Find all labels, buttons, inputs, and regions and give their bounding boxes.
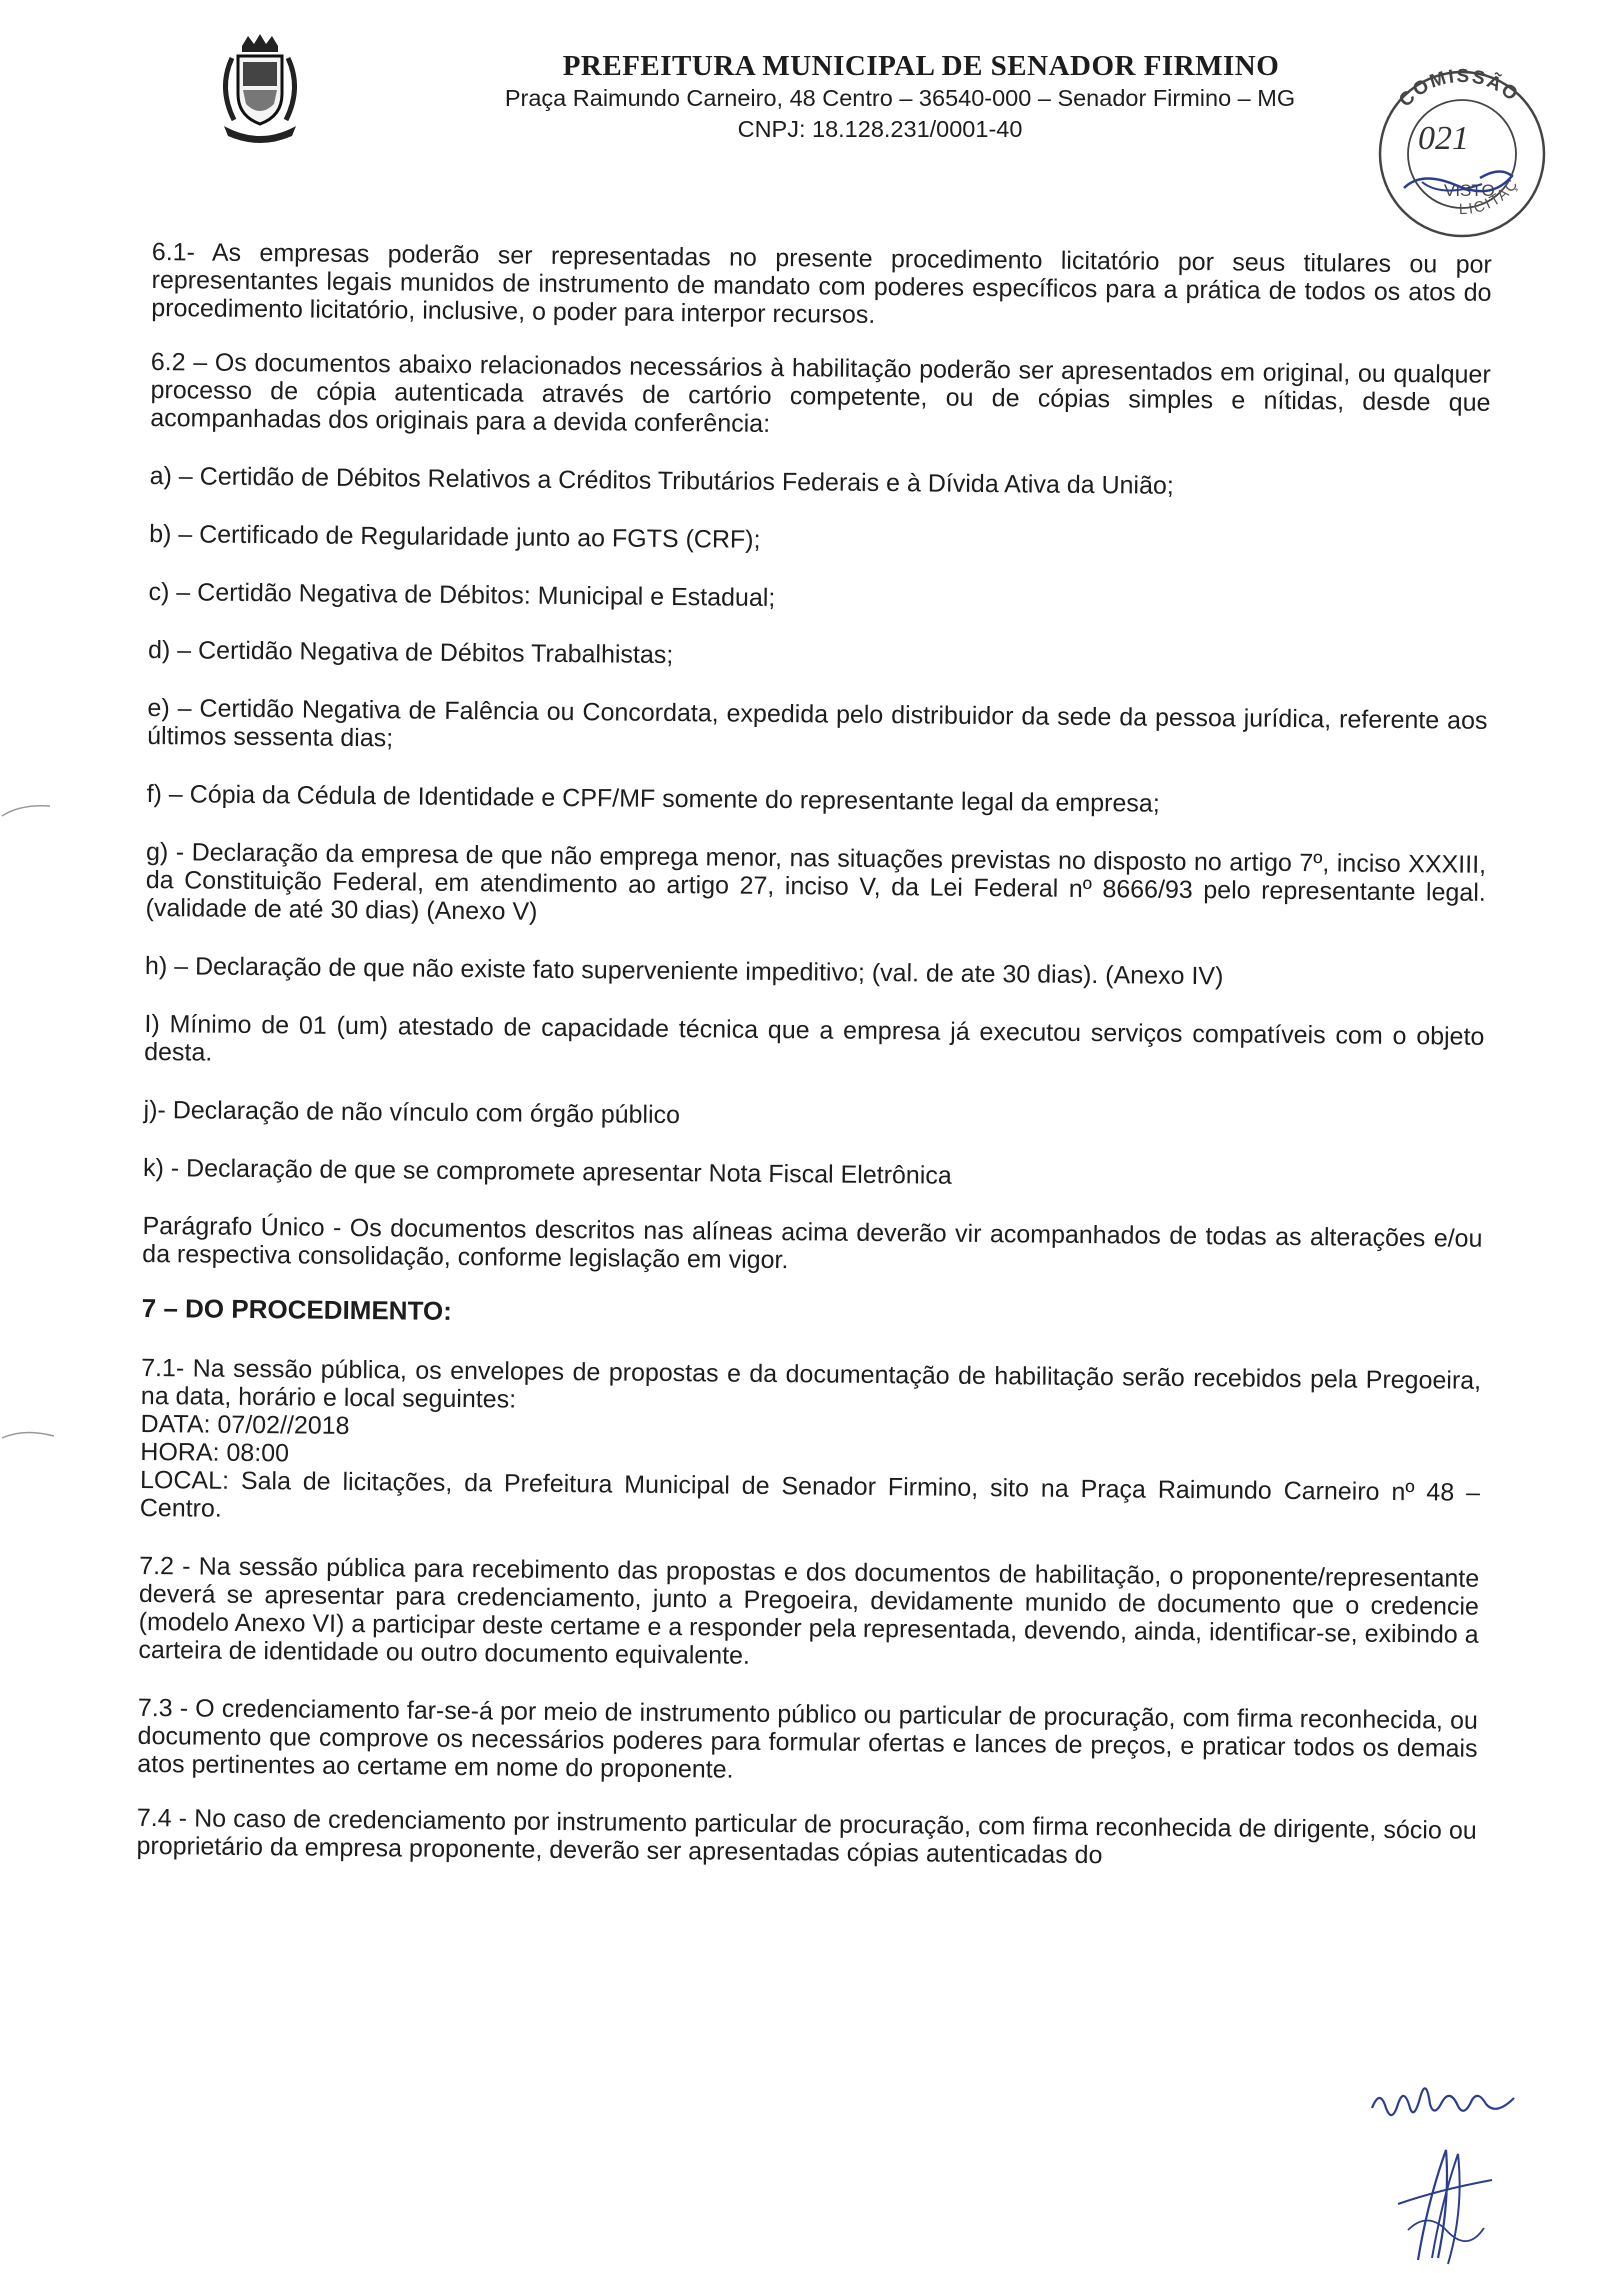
list-item-b: b) – Certificado de Regularidade junto ao FGTS (CRF); — [149, 519, 761, 554]
stamp-bottom-text: LICITAÇ — [1458, 175, 1523, 219]
list-item-c: c) – Certidão Negativa de Débitos: Municipal e Estadual; — [148, 577, 776, 612]
clause-7-1-intro: 7.1- Na sessão pública, os envelopes de propostas e da documentação de habilitação serão recebidos pela Pregoeira, na data, horário e local seguintes: — [140, 1353, 1482, 1414]
letterhead — [400, 50, 1400, 143]
clause-6-1: 6.1- As empresas poderão ser representadas no presente procedimento licitatório por seus titulares ou por representantes legais munidos de instrumento de mandato com poderes específicos para a prática de todos os atos do procedimento licitatório, inclusive, o poder para interpor recursos. — [151, 238, 1492, 329]
list-item-g: g) - Declaração da empresa de que não emprega menor, nas situações previstas no disposto no artigo 7º, inciso XXXIII, da Constituição Federal, em atendimento ao artigo 27, inciso V, da Lei Federal nº 8666/93 pelo representante legal. (validade de até 30 dias) (Anexo V) — [145, 837, 1487, 926]
initials-signature-icon — [1388, 2140, 1498, 2270]
clause-7-3: 7.3 - O credenciamento far-se-á por meio de instrumento público ou particular de procuração, com firma reconhecida, ou documento que comprove os necessários poderes para formular ofertas e lances de preços, e praticar todos os demais atos pertinentes ao certame em nome do proponente. — [137, 1693, 1478, 1784]
list-item-h: h) – Declaração de que não existe fato superveniente impeditivo; (val. de ate 30 dias). (Anexo IV) — [144, 951, 1224, 991]
svg-text:COMISSÃO — [1395, 66, 1523, 112]
list-item-i: I) Mínimo de 01 (um) atestado de capacidade técnica que a empresa já executou serviços compatíveis com o objeto desta. — [144, 1009, 1485, 1067]
paragrafo-unico: Parágrafo Único - Os documentos descritos nas alíneas acima deverão vir acompanhados de todas as alterações e/ou da respectiva consolidação, conforme legislação em vigor. — [142, 1211, 1483, 1275]
letterhead-title: PREFEITURA MUNICIPAL DE SENADOR FIRMINO — [562, 50, 1280, 82]
letterhead-address: Praça Raimundo Carneiro, 48 Centro – 36540-000 – Senador Firmino – MG — [504, 85, 1296, 111]
list-item-k: k) - Declaração de que se compromete apresentar Nota Fiscal Eletrônica — [142, 1153, 952, 1190]
list-item-d: d) – Certidão Negativa de Débitos Trabalhistas; — [147, 635, 674, 670]
list-item-j: j)- Declaração de não vínculo com órgão público — [143, 1095, 681, 1130]
clause-6-2: 6.2 – Os documentos abaixo relacionados necessários à habilitação poderão ser apresentados em original, ou qualquer processo de cópia autenticada através de cartório competente, ou de cópias simples e nítidas, desde que acompanhadas dos originais para a devida conferência: — [150, 347, 1491, 438]
clause-7-4: 7.4 - No caso de credenciamento por instrumento particular de procuração, com firma reconhecida de dirigente, sócio ou proprietário da empresa proponente, deverão ser apresentadas cópias autenticadas do — [136, 1803, 1477, 1870]
scan-edge-mark — [0, 1426, 60, 1446]
letterhead-cnpj: CNPJ: 18.128.231/0001-40 — [737, 116, 1023, 142]
document-body — [136, 238, 1492, 1899]
list-item-f: f) – Cópia da Cédula de Identidade e CPF/MF somente do representante legal da empresa; — [146, 779, 1160, 818]
clause-7-1 — [140, 1354, 1482, 1535]
clause-7-1-time: HORA: 08:00 — [140, 1437, 290, 1468]
rubric-signature-icon — [1368, 2068, 1518, 2128]
municipal-crest-icon — [212, 28, 308, 148]
stamp-mark: VISTO — [1444, 181, 1495, 200]
commission-stamp — [1362, 58, 1562, 238]
clause-7-1-date: DATA: 07/02//2018 — [140, 1409, 350, 1440]
list-item-e: e) – Certidão Negativa de Falência ou Concordata, expedida pelo distribuidor da sede da pessoa jurídica, referente aos últimos sessenta dias; — [147, 693, 1488, 753]
clause-7-1-local: LOCAL: Sala de licitações, da Prefeitura Municipal de Senador Firmino, sito na Praça Raimundo Carneiro nº 48 – Centro. — [139, 1465, 1481, 1523]
stamp-page-number: 021 — [1418, 120, 1469, 157]
scan-edge-mark — [0, 800, 60, 820]
stamp-top-text: COMISSÃO — [1395, 65, 1523, 112]
clause-7-2: 7.2 - Na sessão pública para recebimento das propostas e dos documentos de habilitação, o proponente/representante deverá se apresentar para credenciamento, junto a Pregoeira, devidamente munido de documento que o credencie (modelo Anexo VI) a participar deste certame e a responder pela representada, devendo, ainda, identificar-se, exibindo a carteira de identidade ou outro documento equivalente. — [138, 1551, 1480, 1670]
list-item-a: a) – Certidão de Débitos Relativos a Créditos Tributários Federais e à Dívida Ativa da União; — [149, 461, 1174, 500]
section-7-heading: 7 – DO PROCEDIMENTO: — [141, 1292, 452, 1326]
